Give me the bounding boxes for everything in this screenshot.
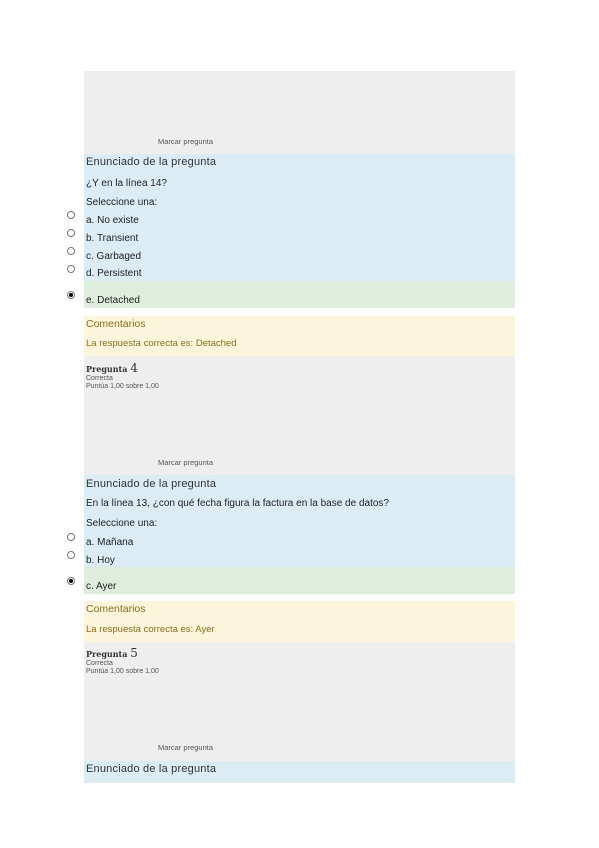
correct-answer-row <box>84 281 515 308</box>
option-label-c[interactable]: c. Ayer <box>86 581 117 592</box>
feedback-title: Comentarios <box>86 318 146 330</box>
option-radio-c[interactable] <box>67 247 75 255</box>
question-stem-title: Enunciado de la pregunta <box>86 763 217 775</box>
feedback-text: La respuesta correcta es: Detached <box>86 338 237 349</box>
option-radio-b[interactable] <box>67 551 75 559</box>
select-one-label: Seleccione una: <box>86 518 158 529</box>
question-content <box>84 154 515 281</box>
question-score: Puntúa 1,00 sobre 1,00 <box>86 383 159 390</box>
option-radio-e-selected[interactable] <box>67 291 75 299</box>
question-text: ¿Y en la línea 14? <box>86 178 167 189</box>
select-one-label: Seleccione una: <box>86 197 158 208</box>
option-radio-b[interactable] <box>67 229 75 237</box>
option-label-a[interactable]: a. Mañana <box>86 537 134 548</box>
question-stem-title: Enunciado de la pregunta <box>86 478 217 490</box>
correct-answer-row <box>84 567 515 594</box>
question-label: Pregunta <box>86 649 128 659</box>
question-text: En la línea 13, ¿con qué fecha figura la factura en la base de datos? <box>86 498 389 509</box>
option-label-b[interactable]: b. Hoy <box>86 555 115 566</box>
question-number <box>86 646 138 660</box>
option-label-b[interactable]: b. Transient <box>86 233 139 244</box>
question-number-value: 5 <box>130 646 138 660</box>
feedback-panel <box>84 601 515 642</box>
question-info-panel <box>84 642 515 761</box>
question-status: Correcta <box>86 375 113 382</box>
question-score: Puntúa 1,00 sobre 1,00 <box>86 668 159 675</box>
question-info-panel <box>84 356 515 475</box>
question-stem-title: Enunciado de la pregunta <box>86 156 217 168</box>
option-radio-a[interactable] <box>67 211 75 219</box>
option-radio-d[interactable] <box>67 265 75 273</box>
question-number-value: 4 <box>130 361 138 375</box>
flag-question-link[interactable]: Marcar pregunta <box>158 743 214 752</box>
option-label-c[interactable]: c. Garbaged <box>86 251 142 262</box>
question-status: Correcta <box>86 660 113 667</box>
flag-question-link[interactable]: Marcar pregunta <box>158 458 214 467</box>
option-label-a[interactable]: a. No existe <box>86 215 139 226</box>
question-label: Pregunta <box>86 364 128 374</box>
feedback-text: La respuesta correcta es: Ayer <box>86 624 215 635</box>
option-label-d[interactable]: d. Persistent <box>86 268 142 279</box>
option-radio-a[interactable] <box>67 533 75 541</box>
question-info-panel <box>84 71 515 154</box>
option-radio-c-selected[interactable] <box>67 577 75 585</box>
flag-question-link[interactable]: Marcar pregunta <box>158 137 214 146</box>
question-number <box>86 361 138 375</box>
feedback-title: Comentarios <box>86 603 146 615</box>
option-label-e[interactable]: e. Detached <box>86 295 140 306</box>
feedback-panel <box>84 316 515 356</box>
